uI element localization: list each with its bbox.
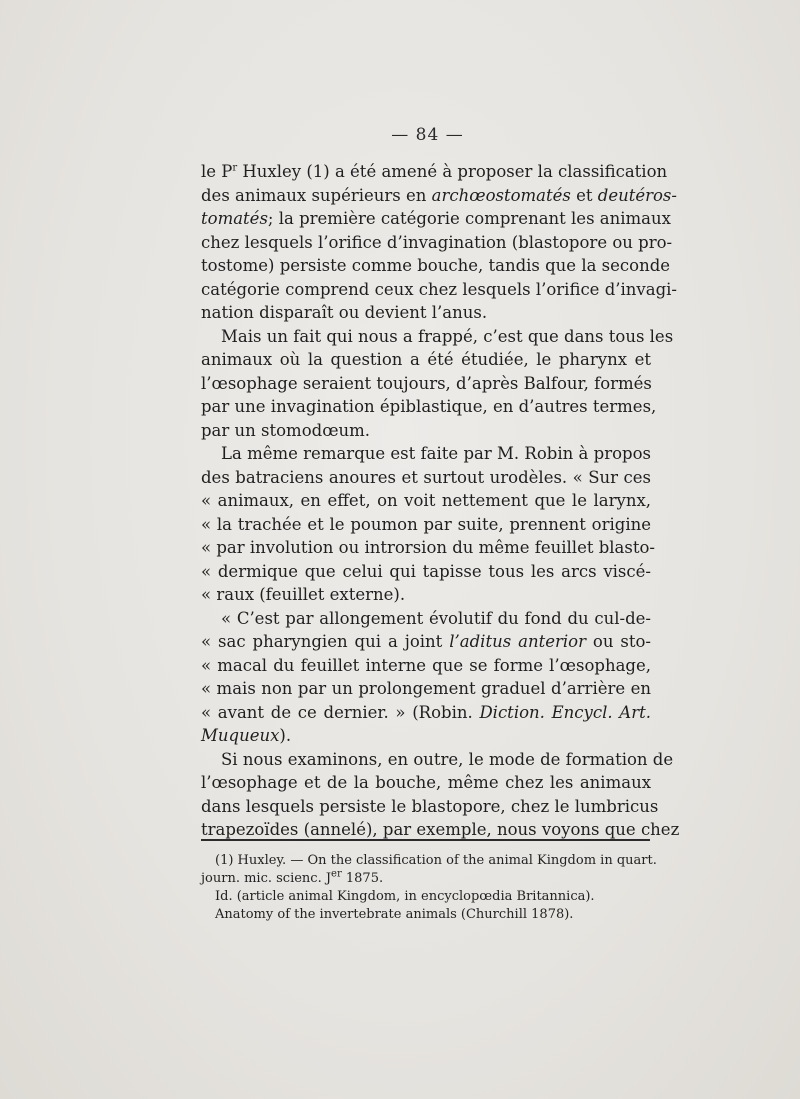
text-line: par une invagination épiblastique, en d’autres termes, <box>201 397 657 416</box>
text-line: dans lesquels persiste le blastopore, chez le lumbricus <box>201 796 659 816</box>
text-line: nation disparaît ou devient l’anus. <box>201 303 488 322</box>
text-line: « avant de ce dernier. » (Robin. Diction. Encycl. Art. <box>201 702 651 722</box>
text-line: Muqueux). <box>201 726 292 745</box>
text-line: des batraciens anoures et surtout urodèles. « Sur ces <box>201 467 651 487</box>
footnote-divider <box>201 839 650 841</box>
text-line: « mais non par un prolongement graduel d’arrière en <box>201 679 651 698</box>
footnote-line: Anatomy of the invertebrate animals (Churchill 1878). <box>215 907 574 922</box>
text-line: « raux (feuillet externe). <box>201 585 406 604</box>
text-line: des animaux supérieurs en archœostomatés et deutéros- <box>201 185 677 205</box>
text-line: chez lesquels l’orifice d’invagination (blastopore ou pro- <box>201 232 673 252</box>
footnote-line: journ. mic. scienc. $J^{er}$ 1875. <box>201 868 384 886</box>
text-line: le $P^r$ Huxley (1) a été amené à proposer la classification <box>201 162 668 181</box>
text-line: « animaux, en effet, on voit nettement que le larynx, <box>201 491 651 510</box>
text-line: trapezoïdes (annelé), par exemple, nous voyons que chez <box>201 820 680 839</box>
paragraph-start: « C’est par allongement évolutif du fond du cul-de- <box>221 608 651 628</box>
text-line: animaux où la question a été étudiée, le pharynx et <box>201 350 651 369</box>
footnote-line: (1) Huxley. — On the classification of the animal Kingdom in quart. <box>215 853 657 868</box>
body-text <box>201 160 680 842</box>
paragraph-start: La même remarque est faite par M. Robin à propos <box>221 444 651 463</box>
footnote-line: Id. (article animal Kingdom, in encyclopœdia Britannica). <box>215 889 595 904</box>
text-line: « par involution ou introrsion du même feuillet blasto- <box>201 538 655 557</box>
text-line: catégorie comprend ceux chez lesquels l’orifice d’invagi- <box>201 279 677 299</box>
text-line: « dermique que celui qui tapisse tous les arcs viscé- <box>201 561 651 581</box>
text-line: par un stomodœum. <box>201 420 371 440</box>
text-line: l’œsophage et de la bouche, même chez les animaux <box>201 773 651 792</box>
paragraph-start: Mais un fait qui nous a frappé, c’est que dans tous les <box>221 326 674 346</box>
page-number: — 84 — <box>391 125 464 145</box>
text-line: tomatés; la première catégorie comprenant les animaux <box>201 209 671 228</box>
paragraph-start: Si nous examinons, en outre, le mode de formation de <box>221 749 674 769</box>
text-line: « sac pharyngien qui a joint l’aditus anterior ou sto- <box>201 632 652 651</box>
text-line: « la trachée et le poumon par suite, prennent origine <box>201 514 651 534</box>
footnotes <box>201 852 657 924</box>
text-line: tostome) persiste comme bouche, tandis que la seconde <box>201 256 671 275</box>
text-line: l’œsophage seraient toujours, d’après Balfour, formés <box>201 373 652 393</box>
text-line: « macal du feuillet interne que se forme l’œsophage, <box>201 655 651 675</box>
